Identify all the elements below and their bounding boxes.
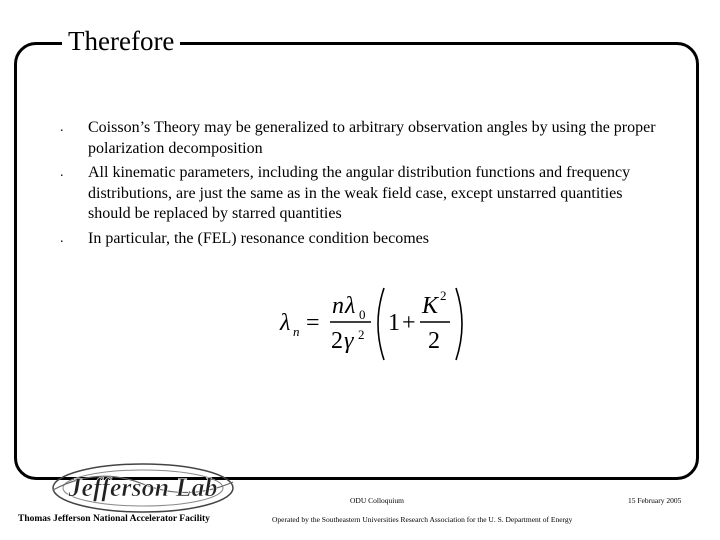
eq-den-gamma: γ [344,328,354,354]
jefferson-lab-logo [38,460,248,516]
slide-title: Therefore [68,26,175,56]
bullet-text-2: All kinematic parameters, including the angular distribution functions and frequency distributions, are just the same as in the weak field case, except unstarred quantities should be replaced by starred quantities [88,164,631,222]
footer-operator: Operated by the Southeastern Universities Research Association for the U. S. Department of Energy [272,515,573,524]
footer-date: 15 February 2005 [628,496,682,505]
title-container [62,24,180,58]
eq-right-paren [456,288,462,360]
eq-den-sup: 2 [358,327,365,342]
bullet-marker: . [60,165,64,180]
eq-k-den: 2 [428,328,440,354]
bullet-list [60,118,660,253]
bullet-text-1: Coisson’s Theory may be generalized to arbitrary observation angles by using the proper polarization decomposition [88,119,656,157]
footer-event: ODU Colloquium [350,496,404,505]
resonance-equation [278,284,478,364]
bullet-item-1 [60,118,660,159]
eq-equals: = [306,310,320,336]
eq-lambda: λ [280,310,291,336]
slide-frame [14,42,699,480]
footer-org: Thomas Jefferson National Accelerator Facility [18,514,210,524]
bullet-item-3 [60,229,660,250]
bullet-text-3: In particular, the (FEL) resonance condition becomes [88,229,430,247]
eq-plus: + [402,310,416,336]
eq-left-paren [378,288,384,360]
eq-num-sub: 0 [359,307,366,322]
bullet-marker: . [60,230,64,246]
eq-num-n: n [332,293,344,319]
bullet-marker: . [60,120,64,135]
eq-num-lambda: λ [345,293,356,319]
eq-one: 1 [388,310,400,336]
eq-k: K [422,293,439,319]
eq-k-sup: 2 [440,288,447,303]
eq-den-coef: 2 [331,328,343,354]
bullet-item-2 [60,163,660,225]
eq-subscript-n: n [293,324,300,339]
logo-text: Jefferson Lab [68,473,218,502]
